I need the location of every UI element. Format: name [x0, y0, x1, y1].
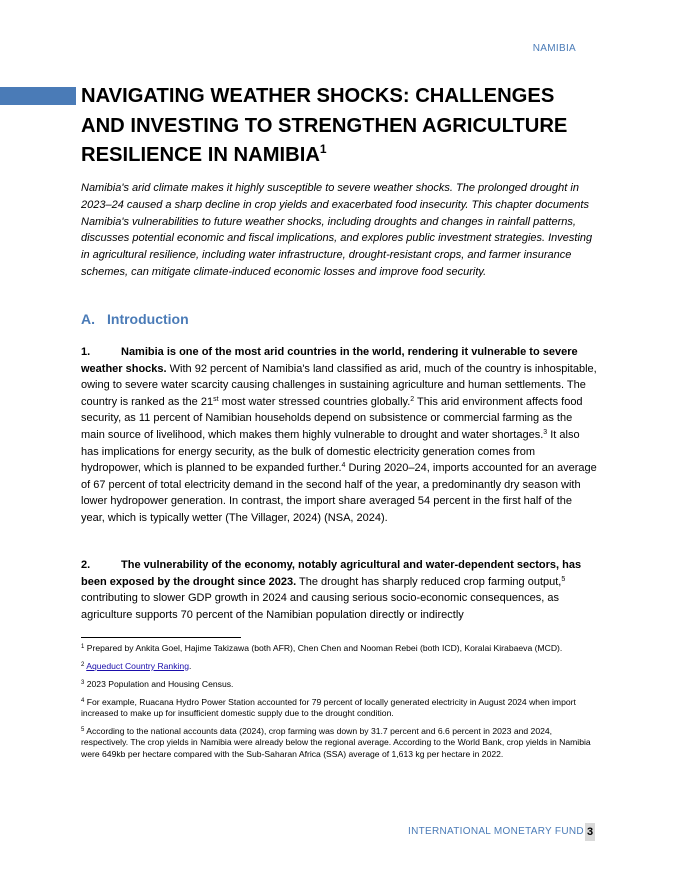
chapter-title	[81, 82, 601, 171]
paragraph-2	[81, 557, 597, 623]
section-letter: A.	[81, 311, 95, 327]
footnote-1	[81, 643, 597, 654]
title-footnote-ref[interactable]: 1	[319, 142, 327, 156]
section-heading	[81, 311, 189, 327]
paragraph-text: contributing to slower GDP growth in 2024 and causing serious socio-economic consequences, as agriculture supports 70 percent of the Namibian population directly or indirectly	[81, 592, 559, 621]
footnote-separator	[81, 637, 241, 638]
running-header-country: NAMIBIA	[532, 43, 576, 54]
footnote-text: 2023 Population and Housing Census.	[84, 678, 234, 689]
paragraph-text: The drought has sharply reduced crop farming output,	[296, 575, 562, 588]
chapter-abstract: Namibia's arid climate makes it highly susceptible to severe weather shocks. The prolonged drought in 2023–24 caused a sharp decline in crop yields and exacerbated food insecurity. This chapter documents Namibia's vulnerabilities to future weather shocks, including droughts and changes in rainfall patterns, discusses potential economic and fiscal implications, and explores public investment strategies. Investing in agricultural resilience, including water infrastructure, drought-resistant crops, and farmer insurance schemes, can mitigate climate-induced economic losses and improve food security.	[81, 182, 593, 278]
footnote-ref-4[interactable]: 4	[341, 462, 346, 470]
footnote-text: According to the national accounts data (2024), crop farming was down by 31.7 percent and 6.6 percent in 2023 and 2024, respectively. The crop yields in Namibia were already below the regional average. According to the World Bank, crop yields in Namibia were 649kb per hectare compared with the Sub-Saharan Africa (SSA) average of 1,613 kg per hectare in 2022.	[81, 726, 591, 759]
footnote-ref-5[interactable]: 5	[561, 575, 566, 583]
paragraph-1	[81, 344, 597, 527]
chapter-title-text: NAVIGATING WEATHER SHOCKS: CHALLENGES AND INVESTING TO STRENGTHEN AGRICULTURE RESILIENCE IN NAMIBIA	[81, 85, 568, 166]
footnote-5	[81, 726, 597, 760]
page-number: 3	[585, 823, 595, 841]
title-accent-bar	[0, 87, 76, 105]
paragraph-text: This arid environment affects food security, as 11 percent of Namibian households depend on subsistence or commercial farming as the main source of livelihood, which makes them highly vulnerable to drought and water shortages.	[81, 395, 583, 441]
running-footer-org: INTERNATIONAL MONETARY FUND	[408, 826, 584, 837]
paragraph-number: 2.	[81, 559, 91, 571]
paragraph-number: 1.	[81, 346, 91, 358]
footnote-ref-3[interactable]: 3	[543, 428, 548, 436]
footnote-2	[81, 661, 597, 672]
footnote-number: 1	[81, 644, 85, 650]
ordinal-suffix: st	[213, 395, 219, 403]
paragraph-text: With 92 percent of Namibia's land classified as arid, much of the country is inhospitable, owing to severe water scarcity causing challenges in sustaining agriculture and human settlements. The country is ranked as the 21	[81, 362, 597, 408]
aqueduct-ranking-link[interactable]: Aqueduct Country Ranking	[86, 660, 189, 671]
section-title: Introduction	[107, 311, 189, 327]
paragraph-text: It also has implications for energy security, as the bulk of domestic electricity generation comes from hydropower, which is planned to be expanded further.	[81, 428, 580, 475]
footnotes	[81, 643, 597, 767]
footnote-number: 4	[81, 697, 85, 704]
footnote-number: 2	[81, 661, 85, 668]
footnote-text: Prepared by Ankita Goel, Hajime Takizawa (both AFR), Chen Chen and Nooman Rebei (both ICD), Koralai Kirabaeva (MCD).	[84, 643, 563, 653]
footnote-text: .	[188, 660, 192, 671]
paragraph-lead: Namibia is one of the most arid countries in the world, rendering it vulnerable to severe weather shocks.	[81, 346, 578, 375]
footnote-ref-2[interactable]: 2	[410, 395, 415, 403]
footnote-3	[81, 679, 597, 690]
footnote-4	[81, 697, 597, 720]
footnote-number: 3	[81, 679, 85, 686]
paragraph-text: most water stressed countries globally.	[218, 395, 411, 408]
footnote-number: 5	[81, 727, 85, 734]
footnote-text: For example, Ruacana Hydro Power Station accounted for 79 percent of locally generated electricity in August 2024 when import increased to make up for insufficient domestic supply due to the drought condition.	[81, 696, 576, 719]
paragraph-text: During 2020–24, imports accounted for an average of 67 percent of total electricity demand in the second half of the year, a predominantly dry season with lower hydropower generation. In contrast, the import share averaged 54 percent in the first half of the year, which is typically wetter (The Villager, 2024) (NSA, 2024).	[81, 462, 597, 524]
paragraph-lead: The vulnerability of the economy, notably agricultural and water-dependent sectors, has been exposed by the drought since 2023.	[81, 559, 582, 588]
